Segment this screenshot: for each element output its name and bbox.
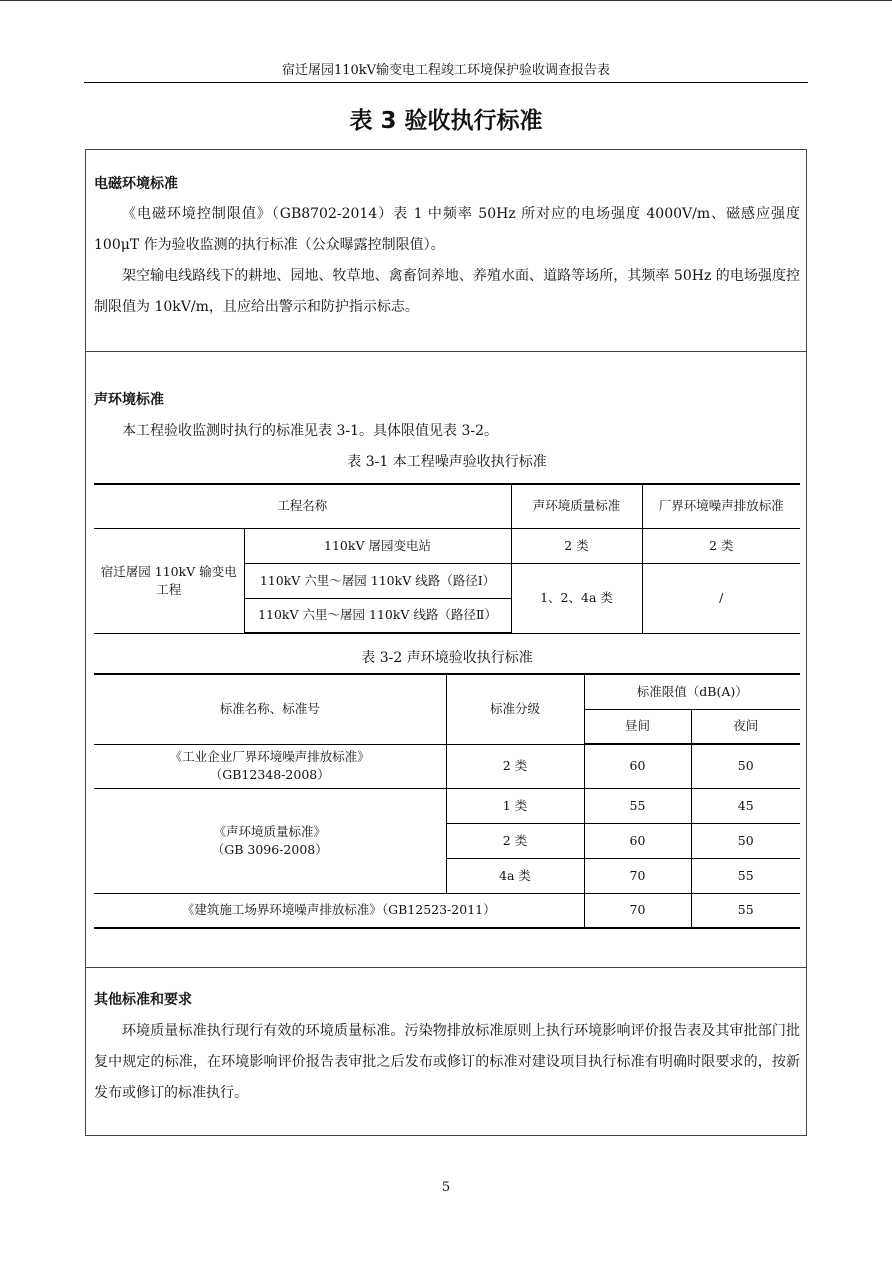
table-3-2-caption: 表 3-2 声环境验收执行标准 bbox=[361, 650, 533, 666]
table-cell: 55 bbox=[691, 893, 800, 928]
top-border bbox=[0, 0, 892, 1]
project-name: 宿迁屠园 110kV 输变电工程 bbox=[100, 563, 237, 597]
table-cell: 2 类 bbox=[446, 744, 584, 788]
header-night: 夜间 bbox=[691, 709, 800, 744]
table-cell: 110kV 六里～屠园 110kV 线路（路径Ⅰ） bbox=[244, 563, 511, 598]
table-cell: 55 bbox=[584, 788, 691, 823]
table-3-1-caption: 表 3-1 本工程噪声验收执行标准 bbox=[347, 454, 547, 470]
table-cell: 50 bbox=[691, 823, 800, 858]
header-grade: 标准分级 bbox=[446, 674, 584, 744]
header-standard-name: 标准名称、标准号 bbox=[94, 674, 446, 744]
table-cell: 45 bbox=[691, 788, 800, 823]
section-divider bbox=[85, 351, 807, 352]
table-cell: 110kV 六里～屠园 110kV 线路（路径Ⅱ） bbox=[244, 598, 511, 633]
project-cell bbox=[94, 528, 244, 633]
table-cell: 110kV 屠园变电站 bbox=[244, 528, 511, 563]
table-cell: 4a 类 bbox=[446, 858, 584, 893]
em-heading: 电磁环境标准 bbox=[94, 176, 178, 192]
table-cell: 55 bbox=[691, 858, 800, 893]
page-number: 5 bbox=[441, 1180, 451, 1195]
header-quality-standard: 声环境质量标准 bbox=[511, 484, 642, 528]
table-cell: / bbox=[642, 563, 800, 633]
table-3-1 bbox=[94, 483, 800, 634]
header-boundary-standard: 厂界环境噪声排放标准 bbox=[642, 484, 800, 528]
table-cell: 1 类 bbox=[446, 788, 584, 823]
table-cell: 1、2、4a 类 bbox=[511, 563, 642, 633]
page-title: 表 3 验收执行标准 bbox=[349, 108, 543, 134]
table-cell: 60 bbox=[584, 744, 691, 788]
standard-code: （GB12348-2008） bbox=[209, 767, 330, 782]
noise-heading: 声环境标准 bbox=[94, 392, 164, 408]
noise-paragraph: 本工程验收监测时执行的标准见表 3-1。具体限值见表 3-2。 bbox=[122, 423, 498, 439]
standard-name: 《工业企业厂界环境噪声排放标准》 bbox=[169, 749, 370, 764]
table-cell: 《建筑施工场界环境噪声排放标准》（GB12523-2011） bbox=[94, 893, 584, 928]
table-cell: 60 bbox=[584, 823, 691, 858]
table-cell bbox=[94, 788, 446, 893]
standard-code: （GB 3096-2008） bbox=[211, 841, 328, 857]
section-divider bbox=[85, 967, 807, 968]
table-cell: 70 bbox=[584, 858, 691, 893]
table-3-2 bbox=[94, 673, 800, 929]
table-cell bbox=[94, 744, 446, 788]
running-header: 宿迁屠园110kV输变电工程竣工环境保护验收调查报告表 bbox=[84, 60, 808, 83]
table-cell: 70 bbox=[584, 893, 691, 928]
header-day: 昼间 bbox=[584, 709, 691, 744]
header-project-name: 工程名称 bbox=[94, 484, 511, 528]
standard-name: 《声环境质量标准》 bbox=[213, 823, 326, 839]
other-heading: 其他标准和要求 bbox=[94, 992, 192, 1008]
em-paragraph-1: 《电磁环境控制限值》（GB8702-2014）表 1 中频率 50Hz 所对应的电场强度 4000V/m、磁感应强度 100μT 作为验收监测的执行标准（公众曝露控制限值）。 bbox=[94, 206, 800, 253]
other-paragraph: 环境质量标准执行现行有效的环境质量标准。污染物排放标准原则上执行环境影响评价报告表及其审批部门批复中规定的标准，在环境影响评价报告表审批之后发布或修订的标准对建设项目执行标准有明确时限要求的，按新发布或修订的标准执行。 bbox=[94, 1023, 800, 1101]
table-cell: 50 bbox=[691, 744, 800, 788]
table-cell: 2 类 bbox=[446, 823, 584, 858]
table-cell: 2 类 bbox=[511, 528, 642, 563]
em-paragraph-2: 架空输电线路线下的耕地、园地、牧草地、禽畜饲养地、养殖水面、道路等场所，其频率 50Hz 的电场强度控制限值为 10kV/m，且应给出警示和防护指示标志。 bbox=[94, 268, 800, 315]
table-cell: 2 类 bbox=[642, 528, 800, 563]
header-limit: 标准限值（dB(A)） bbox=[584, 674, 800, 709]
